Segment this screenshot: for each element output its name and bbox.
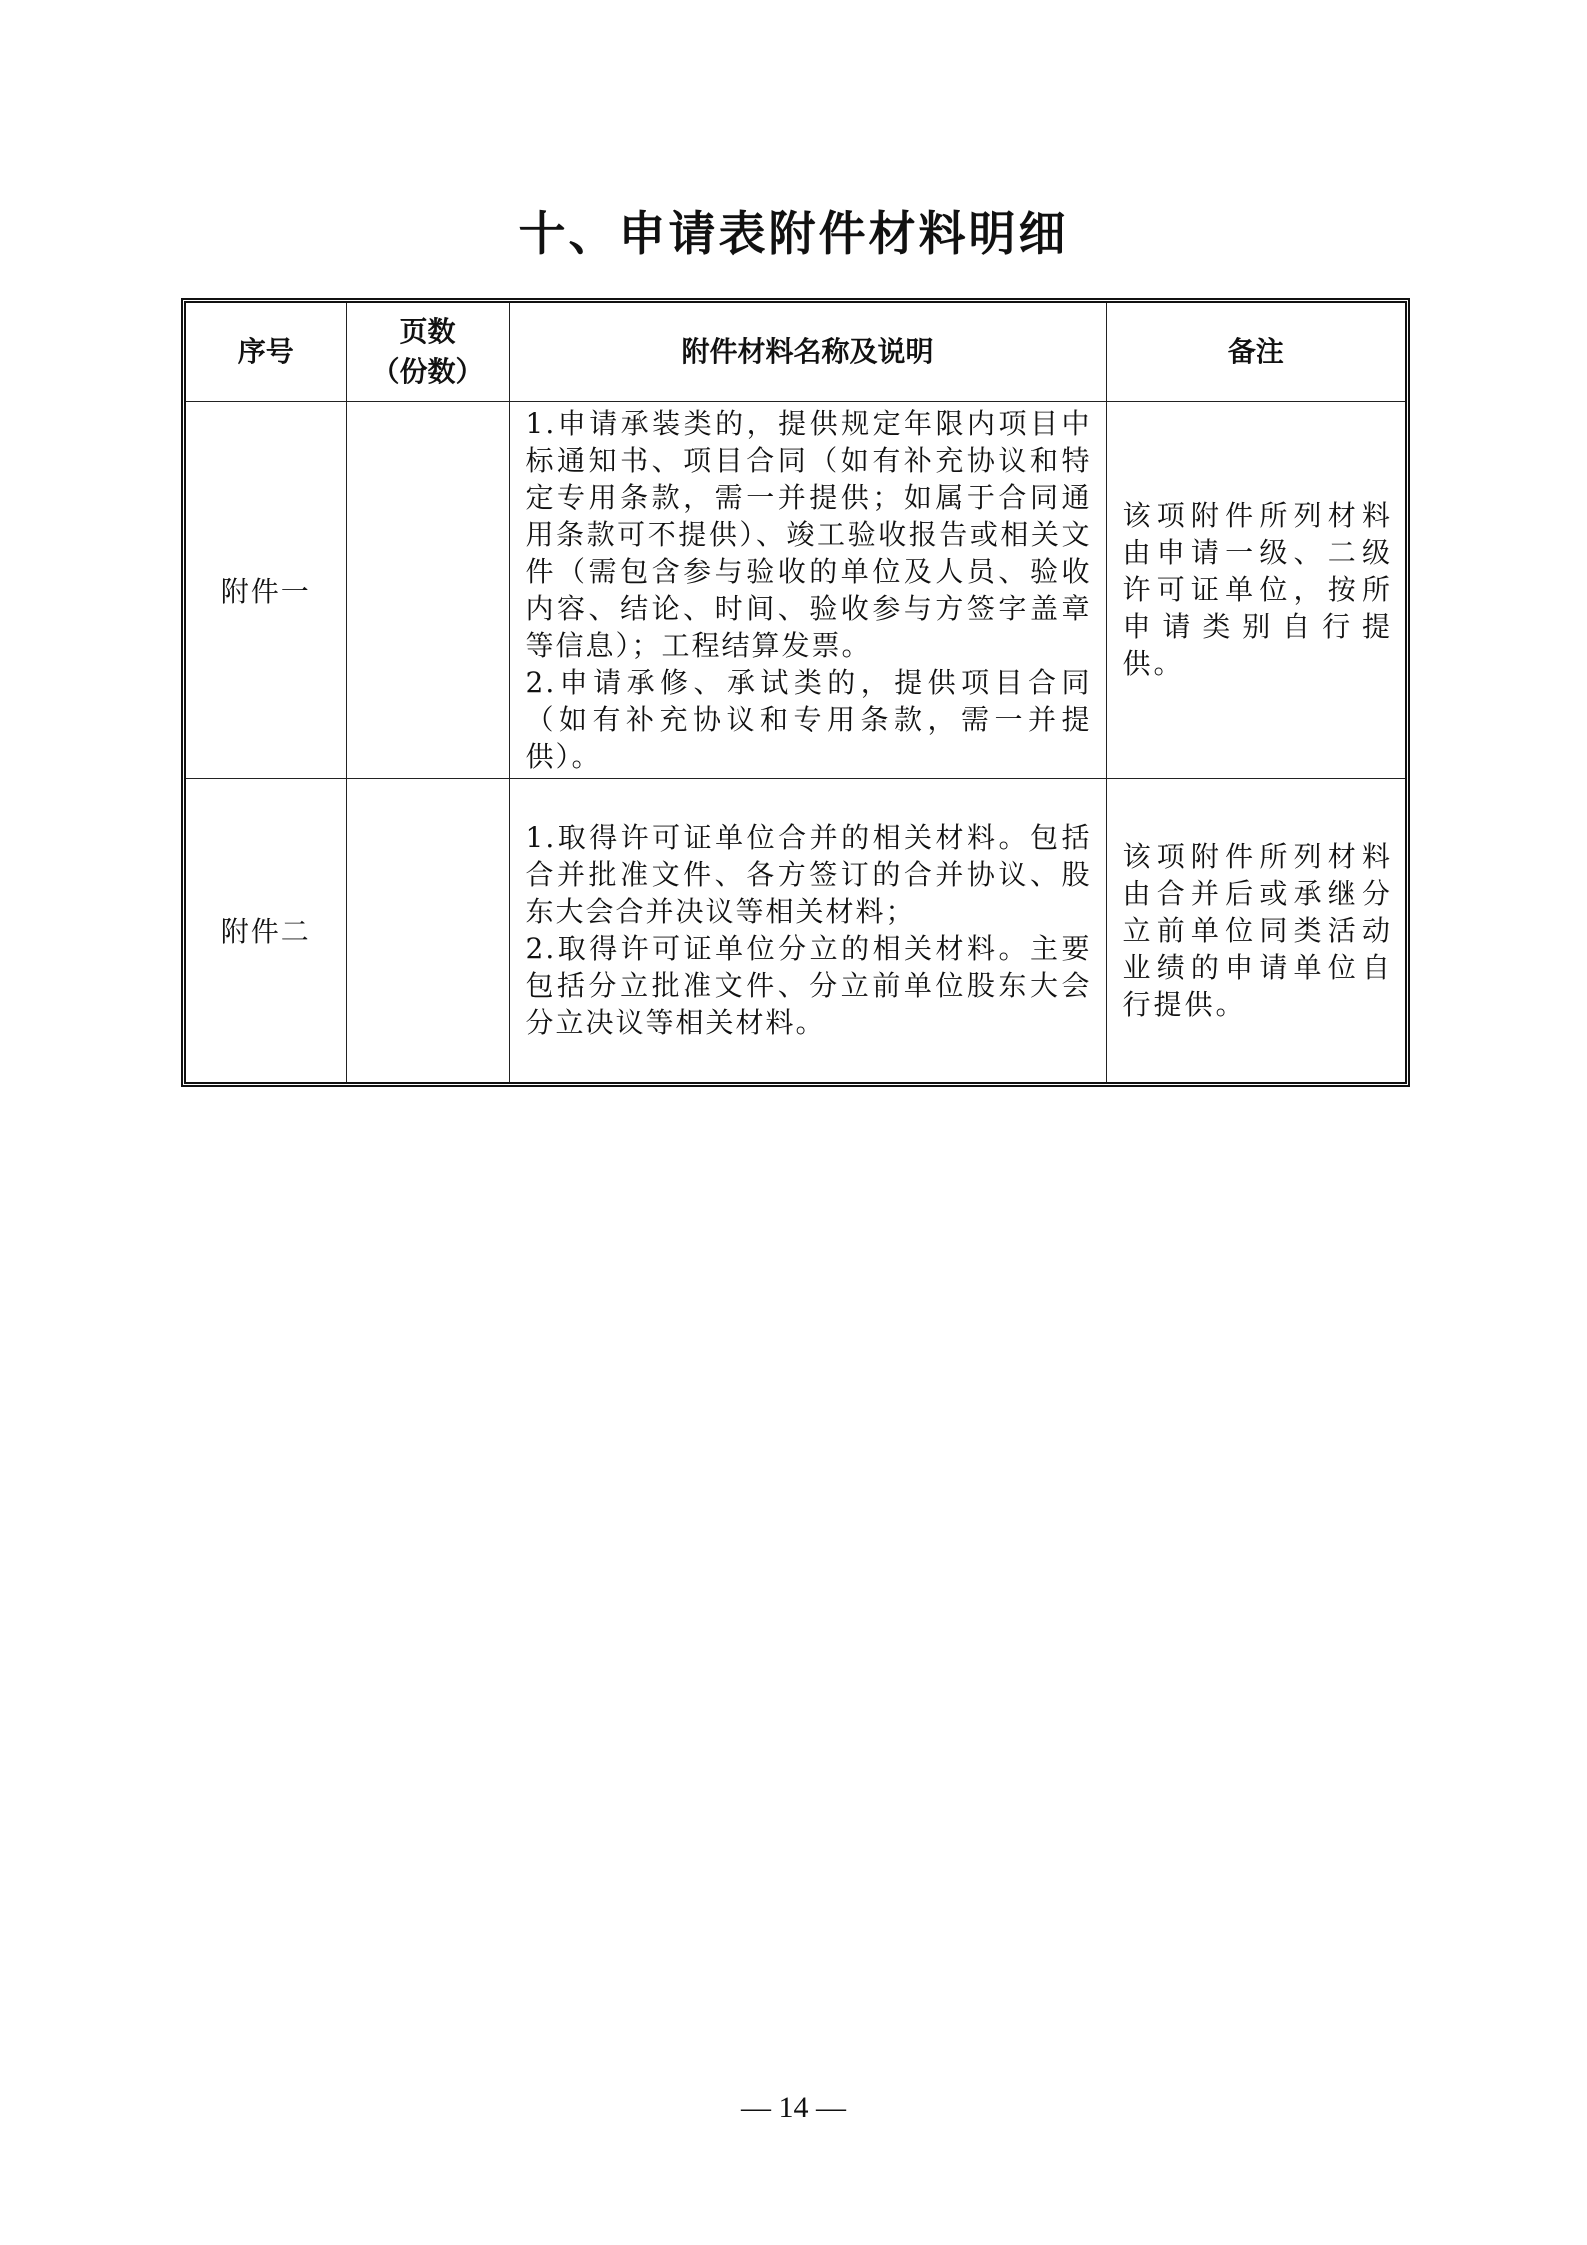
row-no: 附件二: [186, 778, 346, 1082]
row-description: [509, 401, 1106, 778]
header-no: 序号: [186, 303, 346, 401]
row-pages: [346, 778, 509, 1082]
row-note: [1106, 778, 1405, 1082]
page-title: 十、申请表附件材料明细: [518, 207, 1069, 262]
header-pages-line2: （份数）: [371, 354, 484, 388]
row-note-text: 该项附件所列材料由合并后或承继分立前单位同类活动业绩的申请单位自行提供。: [1122, 839, 1393, 1021]
description-item-1: 1.取得许可证单位合并的相关材料。包括合并批准文件、各方签订的合并协议、股东大会合并决议等相关材料；: [525, 821, 1092, 929]
row-no: 附件一: [186, 401, 346, 778]
attachment-materials-table-frame: [181, 298, 1410, 1087]
header-pages: [346, 303, 509, 401]
table-header-row: [186, 303, 1405, 401]
row-description: [509, 778, 1106, 1082]
row-note: [1106, 401, 1405, 778]
header-description: 附件材料名称及说明: [509, 303, 1106, 401]
page-number: — 14 —: [741, 2091, 846, 2124]
description-item-2: 2.取得许可证单位分立的相关材料。主要包括分立批准文件、分立前单位股东大会分立决议等相关材料。: [525, 932, 1092, 1040]
header-note: 备注: [1106, 303, 1405, 401]
table-row: [186, 401, 1405, 778]
attachment-materials-table: [186, 303, 1405, 1082]
row-note-text: 该项附件所列材料由申请一级、二级许可证单位，按所申请类别自行提供。: [1122, 499, 1393, 680]
row-pages: [346, 401, 509, 778]
header-pages-line1: 页数: [399, 314, 456, 348]
description-item-1: 1.申请承装类的，提供规定年限内项目中标通知书、项目合同（如有补充协议和特定专用条款，需一并提供；如属于合同通用条款可不提供）、竣工验收报告或相关文件（需包含参与验收的单位及人员、验收内容、结论、时间、验收参与方签字盖章等信息）；工程结算发票。: [525, 406, 1092, 662]
table-row: [186, 778, 1405, 1082]
description-item-2: 2.申请承修、承试类的，提供项目合同（如有补充协议和专用条款，需一并提供）。: [525, 665, 1092, 773]
